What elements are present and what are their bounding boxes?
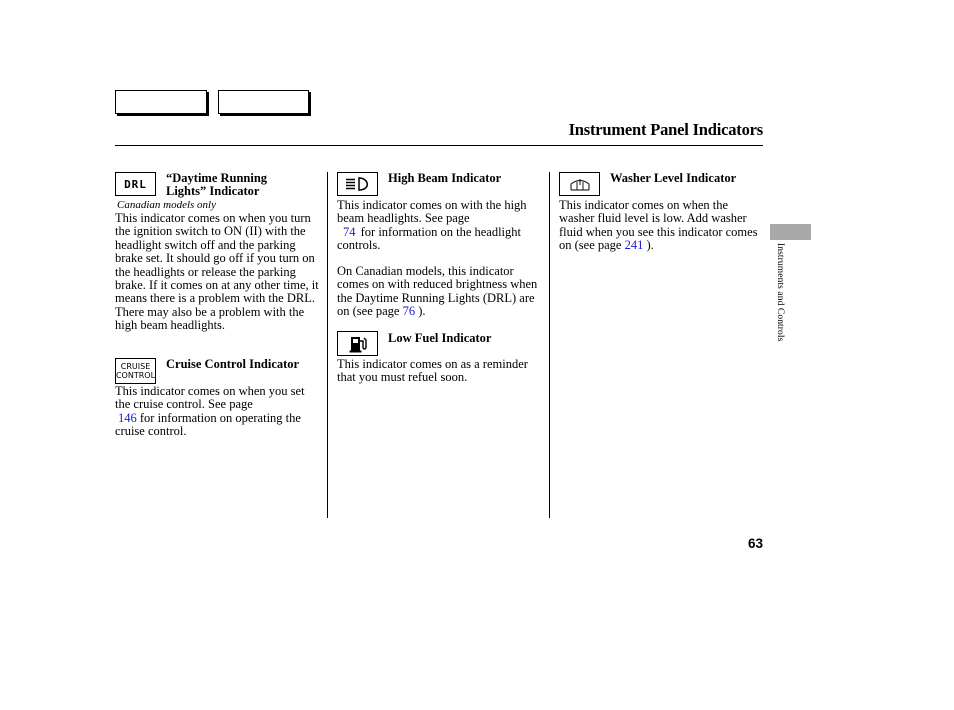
washer-heading: Washer Level Indicator	[610, 171, 737, 185]
drl-heading-line2: Lights” Indicator	[166, 184, 260, 198]
high-beam-icon-graphic	[343, 176, 373, 192]
washer-fluid-icon	[559, 172, 600, 196]
high-beam-p2-before: On Canadian models, this indicator comes on with reduced brightness when the Daytime Running Lights (DRL) are on (see page	[337, 264, 538, 319]
title-rule	[115, 145, 763, 146]
drl-note: Canadian models only	[117, 199, 216, 211]
section-tab[interactable]	[770, 224, 811, 240]
high-beam-paragraph	[337, 199, 543, 253]
washer-fluid-icon-graphic	[569, 176, 591, 192]
washer-text-before: This indicator comes on when the washer fluid level is low. Add washer fluid when you see this indicator comes on (see page	[559, 198, 758, 253]
cruise-control-indicator-icon	[115, 358, 156, 384]
page-title: Instrument Panel Indicators	[568, 120, 763, 139]
high-beam-p2-after: ).	[418, 304, 426, 319]
high-beam-text-before: This indicator comes on with the high beam headlights. See page	[337, 198, 527, 226]
high-beam-drl-page-link[interactable]: 76	[402, 304, 416, 319]
washer-paragraph	[559, 199, 765, 253]
fuel-pump-icon	[337, 331, 378, 356]
high-beam-text-after: for information on the headlight controls.	[337, 224, 522, 253]
cruise-paragraph	[115, 385, 320, 439]
nav-contents-button[interactable]	[218, 90, 309, 114]
drl-heading	[166, 172, 267, 198]
fuel-pump-icon-graphic	[348, 334, 368, 354]
cruise-page-link[interactable]: 146	[118, 410, 137, 425]
drl-paragraph: This indicator comes on when you turn the ignition switch to ON (II) with the headlight switch off and the parking brake set. It should go off if you turn on the headlights or release the parking brake. If it comes on at any other time, it means there is a problem with the DRL. There may also be a problem with the high beam headlights.	[115, 211, 319, 333]
cruise-icon-text-2: CONTROL	[115, 371, 156, 380]
high-beam-canadian-paragraph	[337, 265, 543, 319]
low-fuel-paragraph: This indicator comes on as a reminder that you must refuel soon.	[337, 357, 528, 385]
nav-back-button[interactable]	[115, 90, 207, 114]
cruise-icon-text-1: CRUISE	[120, 362, 151, 371]
page-number: 63	[747, 536, 763, 551]
washer-page-link[interactable]: 241	[624, 238, 644, 253]
high-beam-page-link[interactable]: 74	[343, 224, 356, 239]
low-fuel-heading: Low Fuel Indicator	[388, 331, 492, 345]
cruise-heading: Cruise Control Indicator	[166, 357, 300, 371]
drl-indicator-icon	[115, 172, 156, 196]
column-divider-1	[327, 172, 328, 518]
drl-icon-text: DRL	[124, 177, 147, 191]
washer-text-after: ).	[646, 238, 654, 253]
cruise-text-before: This indicator comes on when you set the cruise control. See page	[115, 384, 305, 412]
column-divider-2	[549, 172, 550, 518]
section-side-label: Instruments and Controls	[775, 243, 785, 342]
cruise-text-after: for information on operating the cruise control.	[115, 410, 301, 439]
high-beam-heading: High Beam Indicator	[388, 171, 502, 185]
high-beam-headlight-icon	[337, 172, 378, 196]
drl-heading-line1: “Daytime Running	[166, 171, 268, 185]
